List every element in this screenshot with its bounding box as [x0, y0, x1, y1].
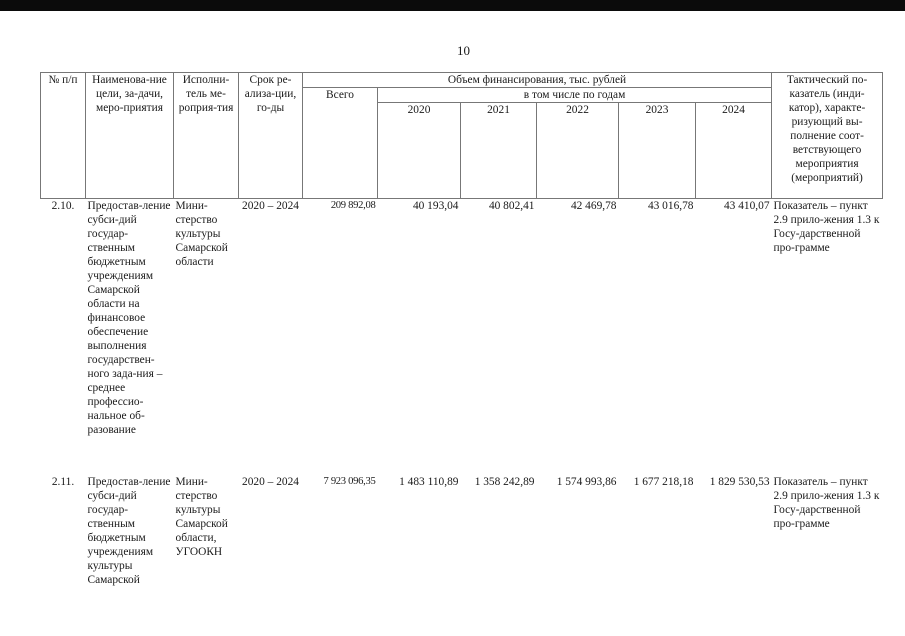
header-term: Срок ре-ализа-ции, го-ды: [239, 73, 303, 199]
row-term: 2020 – 2024: [242, 200, 299, 212]
header-financing: Объем финансирования, тыс. рублей: [303, 73, 772, 88]
row-2024: 1 829 530,53: [709, 476, 770, 488]
row-executor: Мини-стерство культуры Самарской области, УГООКН: [175, 476, 228, 558]
scan-top-edge: [0, 0, 905, 11]
header-year-2022: 2022: [537, 103, 619, 199]
table-row: [41, 463, 883, 587]
row-2024: 43 410,07: [723, 200, 770, 212]
row-total: 209 892,08: [330, 200, 376, 211]
header-num: № п/п: [41, 73, 86, 199]
row-num: 2.11.: [51, 476, 75, 488]
financing-table: [40, 72, 883, 587]
row-2023: 43 016,78: [647, 200, 694, 212]
header-executor: Исполни-тель ме-роприя-тия: [174, 73, 239, 199]
header-indicator: Тактический по-казатель (инди-катор), характе-ризующий вы-полнение соот-ветствующего мероприятия (мероприятий): [772, 73, 883, 199]
header-year-2024: 2024: [696, 103, 772, 199]
header-year-2021: 2021: [461, 103, 537, 199]
row-executor: Мини-стерство культуры Самарской области: [175, 200, 228, 268]
row-indicator: Показатель – пункт 2.9 прило-жения 1.3 к Госу-дарственной про-грамме: [773, 200, 880, 254]
row-name: Предостав-ление субси-дий государ-ственным бюджетным учреждениям культуры Самарской: [87, 476, 171, 586]
header-year-2023: 2023: [619, 103, 696, 199]
row-total: 7 923 096,35: [323, 476, 376, 487]
row-indicator: Показатель – пункт 2.9 прило-жения 1.3 к Госу-дарственной про-грамме: [773, 476, 880, 530]
header-name: Наименова-ние цели, за-дачи, меро-приятия: [86, 73, 174, 199]
row-num: 2.10.: [51, 200, 75, 212]
header-total: Всего: [303, 88, 378, 199]
row-2021: 40 802,41: [488, 200, 535, 212]
page-number: 10: [457, 43, 470, 58]
row-name: Предостав-ление субси-дий государ-ственным бюджетным учреждениям Самарской области на финансовое обеспечение выполнения государствен-ного зада-ния – среднее профессио-нальное об-разование: [87, 200, 171, 436]
row-2021: 1 358 242,89: [474, 476, 535, 488]
header-by-years: в том числе по годам: [378, 88, 772, 103]
row-2020: 1 483 110,89: [399, 476, 459, 488]
row-2022: 1 574 993,86: [556, 476, 617, 488]
row-2022: 42 469,78: [570, 200, 617, 212]
row-term: 2020 – 2024: [242, 476, 299, 488]
table-row: [41, 199, 883, 464]
row-2023: 1 677 218,18: [633, 476, 694, 488]
row-2020: 40 193,04: [412, 200, 459, 212]
header-year-2020: 2020: [378, 103, 461, 199]
